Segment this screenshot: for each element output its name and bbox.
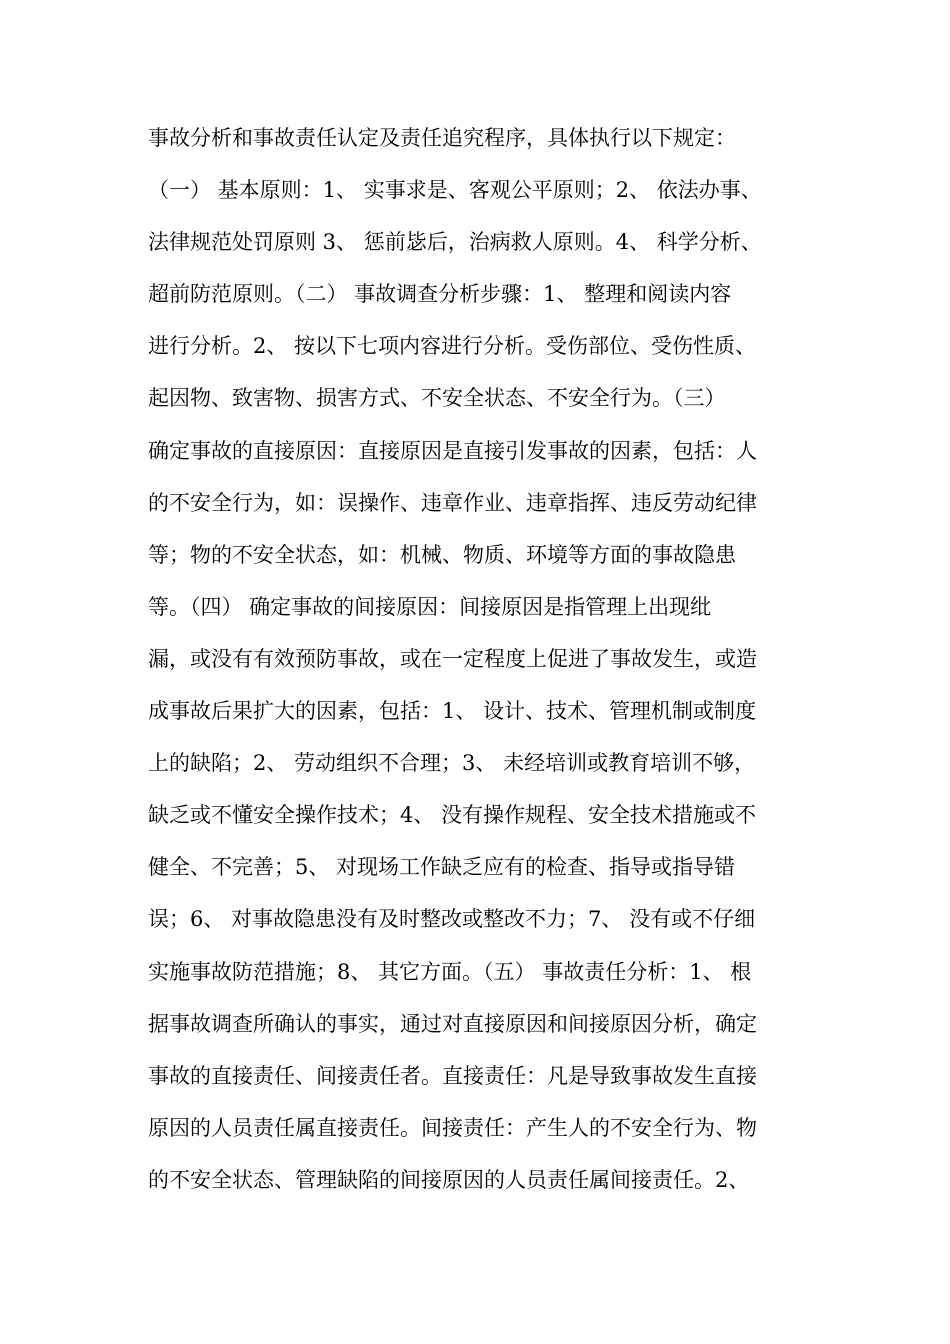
text-line: 漏，或没有有效预防事故，或在一定程度上促进了事故发生，或造 — [148, 646, 757, 671]
text-line: 等。（四） 确定事故的间接原因：间接原因是指管理上出现纰 — [148, 594, 712, 619]
text-line: 误；6、 对事故隐患没有及时整改或整改不力；7、 没有或不仔细 — [148, 907, 756, 932]
text-line: 确定事故的直接原因：直接原因是直接引发事故的因素，包括：人 — [148, 438, 757, 463]
text-line: 事故的直接责任、间接责任者。直接责任：凡是导致事故发生直接 — [148, 1063, 757, 1088]
text-line: 缺乏或不懂安全操作技术；4、 没有操作规程、安全技术措施或不 — [148, 803, 757, 828]
text-line: 的不安全行为，如：误操作、违章作业、违章指挥、违反劳动纪律 — [148, 490, 757, 515]
text-line: 进行分析。2、 按以下七项内容进行分析。受伤部位、受伤性质、 — [148, 334, 757, 359]
text-line: （一） 基本原则：1、 实事求是、客观公平原则；2、 依法办事、 — [148, 178, 762, 203]
text-line: 实施事故防范措施；8、 其它方面。（五） 事故责任分析：1、 根 — [148, 959, 752, 984]
text-line: 等；物的不安全状态，如：机械、物质、环境等方面的事故隐患 — [148, 542, 736, 567]
body-text — [148, 112, 808, 1206]
text-line: 事故分析和事故责任认定及责任追究程序，具体执行以下规定： — [148, 126, 736, 150]
text-line: 上的缺陷；2、 劳动组织不合理；3、 未经培训或教育培训不够， — [148, 751, 756, 776]
text-line: 的不安全状态、管理缺陷的间接原因的人员责任属间接责任。2、 — [148, 1167, 750, 1192]
text-line: 成事故后果扩大的因素，包括：1、 设计、技术、管理机制或制度 — [148, 699, 757, 724]
text-line: 原因的人员责任属直接责任。间接责任：产生人的不安全行为、物 — [148, 1115, 757, 1140]
text-line: 超前防范原则。（二） 事故调查分析步骤：1、 整理和阅读内容 — [148, 282, 732, 307]
text-line: 健全、不完善；5、 对现场工作缺乏应有的检查、指导或指导错 — [148, 855, 736, 880]
text-line: 起因物、致害物、损害方式、不安全状态、不安全行为。（三） — [148, 386, 726, 411]
text-line: 据事故调查所确认的事实，通过对直接原因和间接原因分析，确定 — [148, 1011, 757, 1036]
text-line: 法律规范处罚原则 3、 惩前毖后，治病救人原则。4、 科学分析、 — [148, 230, 762, 255]
